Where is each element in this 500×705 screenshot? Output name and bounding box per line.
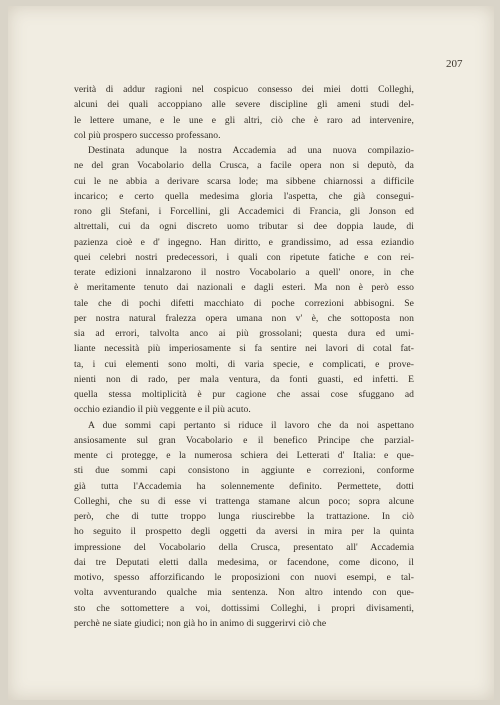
paragraph bbox=[74, 418, 414, 632]
text-line: sto che sottomettere a voi, dottissimi Colleghi, i propri divisamenti, bbox=[74, 602, 414, 614]
book-page bbox=[8, 6, 494, 700]
text-line: volta avventurando qualche mia sentenza. Non altro intendo con que- bbox=[74, 587, 414, 599]
text-line: perchè ne siate giudici; non già ho in animo di suggerirvi ciò che bbox=[74, 617, 327, 629]
text-line: nienti non di rado, per mala ventura, da fonti guasti, ed infetti. E bbox=[74, 373, 414, 385]
text-line: liante necessità più imperiosamente si fa sentire nei lavori di cotal fat- bbox=[74, 343, 414, 355]
text-line: dai tre Deputati eletti dalla medesima, or facendone, come dicono, il bbox=[74, 556, 414, 568]
text-line: cui le ne abbia a derivare scarsa lode; ma sibbene chiarnossi a difficile bbox=[74, 175, 414, 187]
text-line: le lettere umane, e le une e gli altri, ciò che è raro ad intervenire, bbox=[74, 114, 414, 126]
text-line: quei celebri nostri predecessori, i quali con ripetute fatiche e con rei- bbox=[74, 251, 414, 263]
page-number: 207 bbox=[446, 58, 463, 70]
text-line: ho seguito il prospetto degli oggetti da aversi in mira per la quinta bbox=[74, 526, 414, 538]
text-line: è meritamente tenuto dai nazionali e dagli esteri. Ma non è però esso bbox=[74, 282, 414, 294]
text-line: occhio eziandio il più veggente e il più acuto. bbox=[74, 404, 251, 416]
text-line: verità di addur ragioni nel cospicuo consesso dei miei dotti Colleghi, bbox=[74, 84, 414, 95]
text-line: quella stessa moltiplicità è pur cagione che assai cose sfuggano ad bbox=[74, 389, 414, 400]
text-line: Colleghi, che su di esse vi trattenga stamane alcun poco; sopra alcune bbox=[74, 495, 414, 507]
text-line: Destinata adunque la nostra Accademia ad una nuova compilazio- bbox=[88, 145, 414, 156]
body-text bbox=[74, 82, 414, 631]
text-line: altrettali, cui da ogni discreto uomo tributar si dee doppia laude, di bbox=[74, 221, 414, 233]
paragraph bbox=[74, 143, 414, 418]
text-line: incarico; e certo quella medesima gloria l'aspetta, che già consegui- bbox=[74, 190, 414, 202]
text-line: però, che di tutte troppo lunga riuscirebbe la trattazione. In ciò bbox=[74, 511, 414, 522]
text-line: col più prospero successo professano. bbox=[74, 129, 221, 141]
text-line: mente ci protegge, e la numerosa schiera dei Letterati d' Italia: e que- bbox=[74, 450, 414, 461]
text-line: alcuni dei quali accoppiano alle severe discipline gli ameni studi del- bbox=[74, 99, 414, 111]
text-line: già tutta l'Accademia ha solennemente definito. Permettete, dotti bbox=[74, 480, 414, 492]
text-line: sia ad errori, talvolta anco ai più grossolani; questa dura ed umi- bbox=[74, 328, 414, 339]
text-line: impressione del Vocabolario della Crusca, presentato all' Accademia bbox=[74, 541, 414, 553]
text-line: A due sommi capi pertanto si riduce il lavoro che da noi aspettano bbox=[88, 419, 414, 431]
text-line: ansiosamente sul gran Vocabolario e il benefico Principe che parzial- bbox=[74, 434, 414, 446]
text-line: ta, i cui elementi sono molti, di varia specie, e complicati, e prove- bbox=[74, 358, 414, 370]
text-line: sti due sommi capi consistono in aggiunte e correzioni, conforme bbox=[74, 465, 414, 477]
text-line: pazienza cioè e d' ingegno. Han diritto, e grandissimo, ad essa eziandio bbox=[74, 236, 414, 248]
paragraph bbox=[74, 82, 414, 143]
text-line: per nostra natural fralezza opera umana non v' è, che sottoposta non bbox=[74, 312, 414, 324]
text-line: tale che di pochi difetti macchiato di poche correzioni abbisogni. Se bbox=[74, 297, 414, 309]
text-line: rono gli Stefani, i Forcellini, gli Accademici di Francia, gli Jonson ed bbox=[74, 206, 414, 217]
text-line: motivo, spesso afforzificando le proposizioni con nuovi esempi, e tal- bbox=[74, 572, 414, 583]
text-line: terate edizioni innalzarono il nostro Vocabolario a quell' onore, in che bbox=[74, 267, 414, 278]
text-line: ne del gran Vocabolario della Crusca, a facile opera non si deputò, da bbox=[74, 160, 414, 172]
